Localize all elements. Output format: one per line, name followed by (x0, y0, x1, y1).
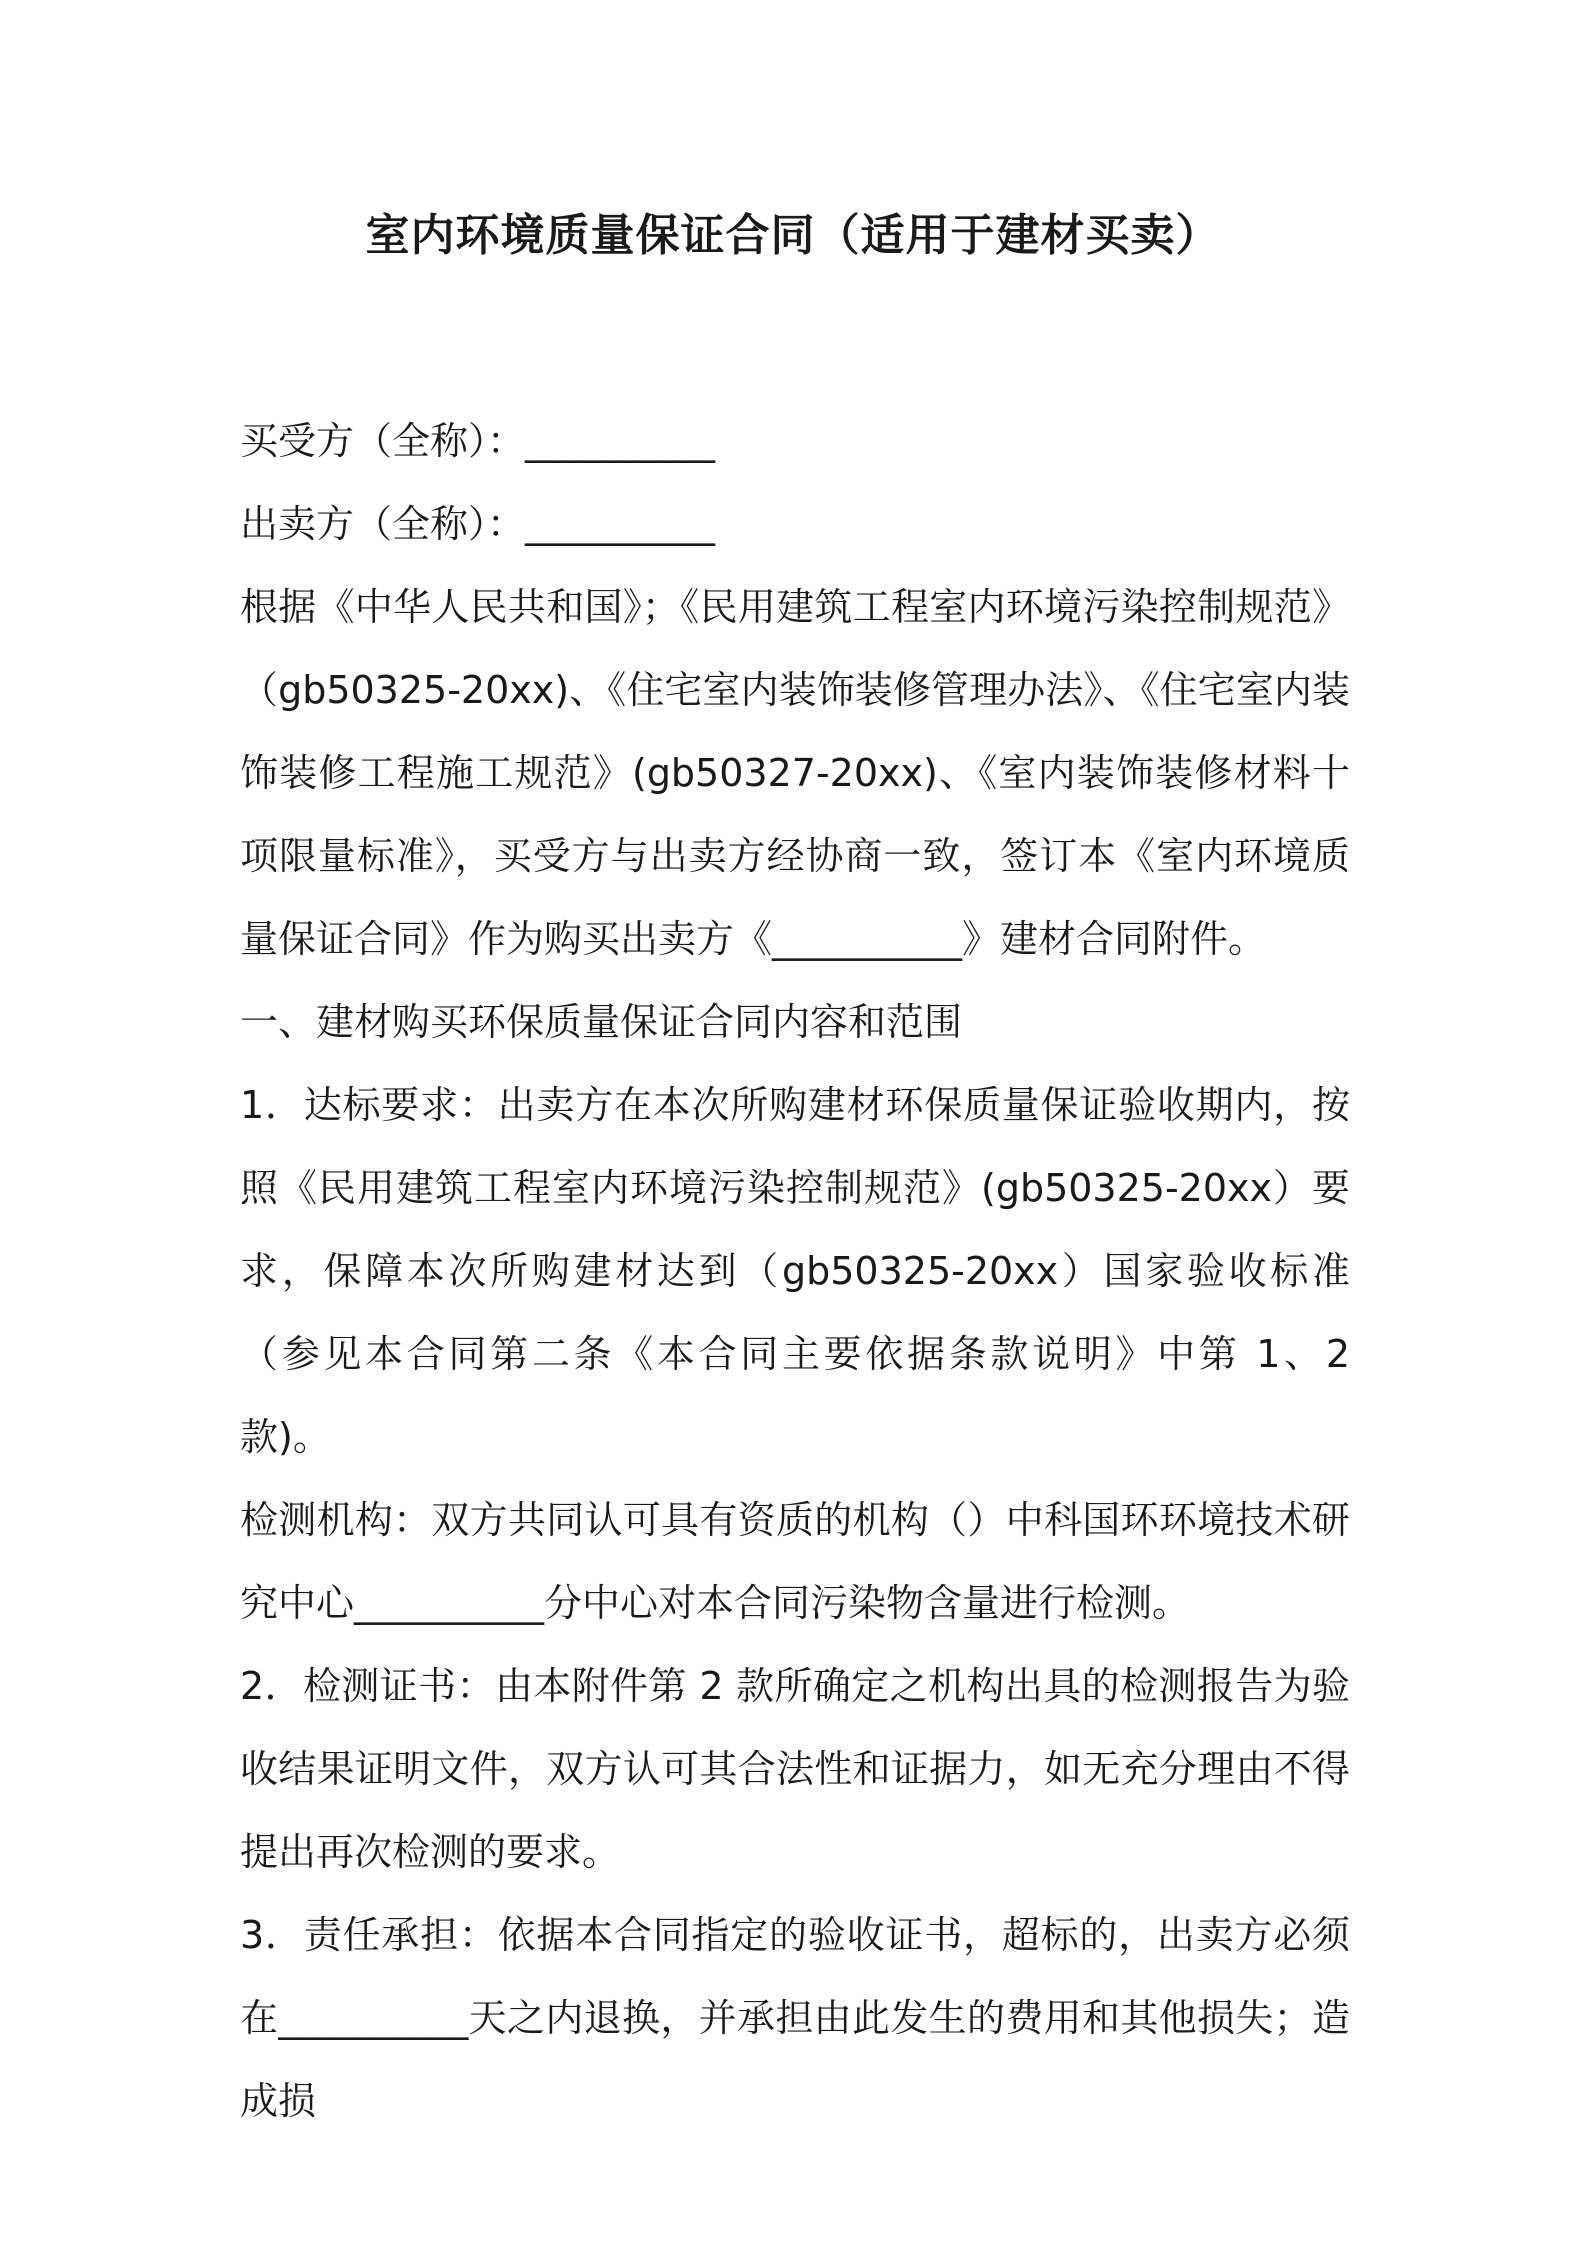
clause-3: 3．责任承担：依据本合同指定的验收证书，超标的，出卖方必须在__________天之内退换，并承担由此发生的费用和其他损失；造成损 (240, 1913, 1350, 2123)
clause-1: 1．达标要求：出卖方在本次所购建材环保质量保证验收期内，按照《民用建筑工程室内环境污染控制规范》(gb50325-20xx）要求，保障本次所购建材达到（gb50325-20xx）国家验收标准（参见本合同第二条《本合同主要依据条款说明》中第 1、2 款)。 (240, 1083, 1350, 1459)
buyer-line: 买受方（全称）：__________ (240, 419, 716, 463)
testing-agency-paragraph: 检测机构：双方共同认可具有资质的机构（）中科国环环境技术研究中心__________分中心对本合同污染物含量进行检测。 (240, 1498, 1350, 1625)
document-title: 室内环境质量保证合同（适用于建材买卖） (365, 210, 1221, 261)
section-heading: 一、建材购买环保质量保证合同内容和范围 (240, 1000, 963, 1044)
preamble-paragraph: 根据《中华人民共和国》；《民用建筑工程室内环境污染控制规范》（gb50325-20xx)、《住宅室内装饰装修管理办法》、《住宅室内装饰装修工程施工规范》(gb50327-20xx)、《室内装饰装修材料十项限量标准》，买受方与出卖方经协商一致，签订本《室内环境质量保证合同》作为购买出卖方《__________》建材合同附件。 (240, 585, 1350, 961)
document-body (240, 400, 1350, 2143)
seller-line: 出卖方（全称）：__________ (240, 502, 716, 546)
clause-2: 2．检测证书：由本附件第 2 款所确定之机构出具的检测报告为验收结果证明文件，双方认可其合法性和证据力，如无充分理由不得提出再次检测的要求。 (240, 1664, 1350, 1874)
